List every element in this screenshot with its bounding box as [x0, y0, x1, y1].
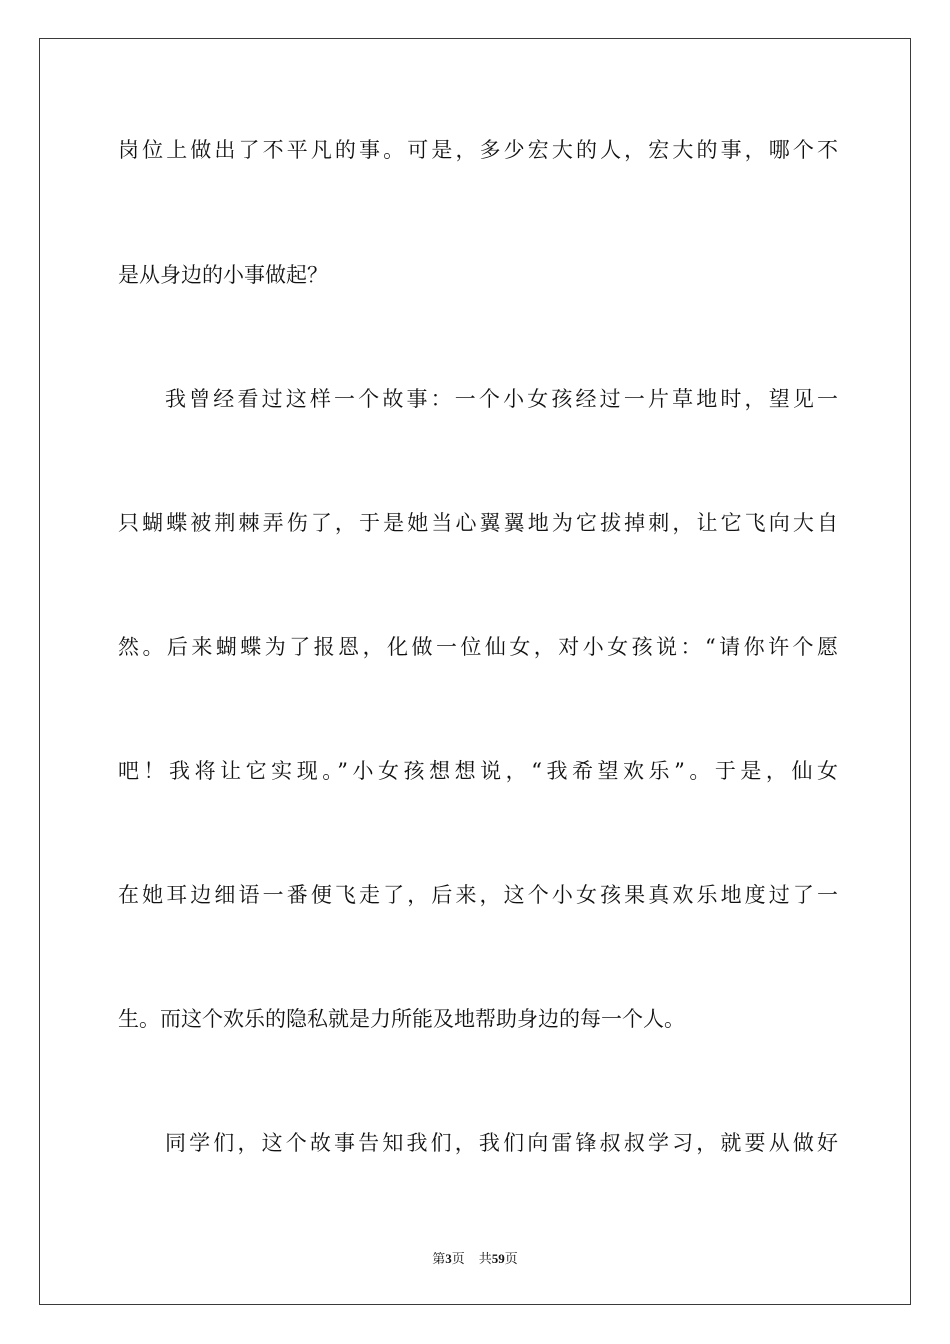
body-line-4: 只蝴蝶被荆棘弄伤了，于是她当心翼翼地为它拔掉刺，让它飞向大自 [118, 511, 838, 535]
body-line-2: 是从身边的小事做起？ [118, 263, 328, 287]
body-line-1: 岗位上做出了不平凡的事。可是，多少宏大的人，宏大的事，哪个不 [118, 138, 838, 162]
total-page-count: 59 [491, 1251, 505, 1266]
body-line-7: 在她耳边细语一番便飞走了，后来，这个小女孩果真欢乐地度过了一 [118, 883, 838, 907]
paragraph-start-line: 同学们，这个故事告知我们，我们向雷锋叔叔学习，就要从做好 [165, 1131, 838, 1155]
paragraph-start-line: 我曾经看过这样一个故事：一个小女孩经过一片草地时，望见一 [165, 387, 838, 411]
body-line-5: 然。后来蝴蝶为了报恩，化做一位仙女，对小女孩说：“请你许个愿 [118, 635, 838, 659]
total-label-prefix: 共 [478, 1252, 492, 1267]
page-footer [0, 1248, 950, 1267]
page-label-prefix: 第 [432, 1252, 446, 1267]
page-label-suffix: 页 [451, 1252, 465, 1267]
body-line-6: 吧！我将让它实现。”小女孩想想说，“我希望欢乐”。于是，仙女 [118, 759, 838, 783]
page-border [39, 38, 911, 1305]
body-line-8: 生。而这个欢乐的隐私就是力所能及地帮助身边的每一个人。 [118, 1007, 685, 1031]
current-page-number: 3 [445, 1251, 452, 1266]
total-label-suffix: 页 [504, 1252, 518, 1267]
